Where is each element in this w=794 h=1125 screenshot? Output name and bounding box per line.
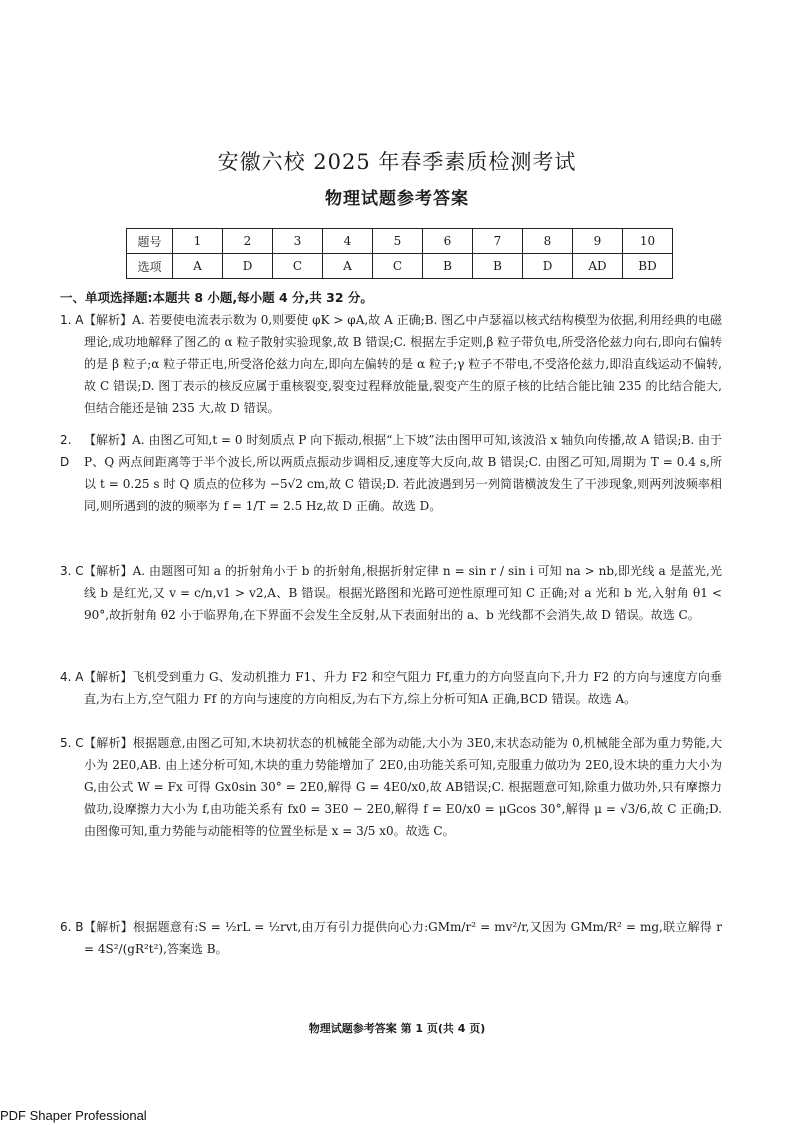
answer-cell: B bbox=[473, 254, 523, 279]
item-text: 【解析】A. 由图乙可知,t = 0 时刻质点 P 向下振动,根据“上下坡”法由图甲可知,该波沿 x 轴负向传播,故 A 错误;B. 由于 P、Q 两点间距离等于半个波长,所以两质点振动步调相反,速度等大反向,故 B 错误;C. 由图乙可知,周期为 T = 0.4 s,所以 t = 0.25 s 时 Q 质点的位移为 −5√2 cm,故 C 错误;D. 若此波遇到另一列简谐横波发生了干涉现象,则两列波频率相同,则所遇到的波的频率为 f = 1/T = 2.5 Hz,故 D 正确。故选 D。 bbox=[84, 433, 722, 513]
item-number: 6. B bbox=[60, 920, 84, 934]
item-text: 【解析】飞机受到重力 G、发动机推力 F1、升力 F2 和空气阻力 Ff,重力的方向竖直向下,升力 F2 的方向与速度方向垂直,为右上方,空气阻力 Ff 的方向与速度的方向相反,为右下方,综上分析可知A 正确,BCD 错误。故选 A。 bbox=[84, 670, 722, 706]
page-subtitle: 物理试题参考答案 bbox=[325, 189, 469, 209]
answer-table bbox=[126, 228, 673, 279]
question-number: 5 bbox=[373, 229, 423, 254]
answer-table-answer-row bbox=[127, 254, 673, 279]
question-number: 10 bbox=[623, 229, 673, 254]
watermark: PDF Shaper Professional bbox=[0, 1108, 147, 1123]
answer-cell: C bbox=[273, 254, 323, 279]
answer-cell: A bbox=[323, 254, 373, 279]
answer-cell: C bbox=[373, 254, 423, 279]
solution-item-5 bbox=[60, 732, 722, 842]
section-heading: 一、单项选择题:本题共 8 小题,每小题 4 分,共 32 分。 bbox=[60, 290, 373, 305]
question-number: 1 bbox=[173, 229, 223, 254]
question-number: 8 bbox=[523, 229, 573, 254]
solution-item-3 bbox=[60, 560, 722, 626]
item-text: 【解析】A. 由题图可知 a 的折射角小于 b 的折射角,根据折射定律 n = sin r / sin i 可知 na > nb,即光线 a 是蓝光,光线 b 是红光,又 v = c/n,v1 > v2,A、B 错误。根据光路图和光路可逆性原理可知 C 正确;对 a 光和 b 光,入射角 θ1 < 90°,故折射角 θ2 小于临界角,在下界面不会发生全反射,从下表面射出的 a、b 光线都不会消失,故 D 错误。故选 C。 bbox=[84, 564, 722, 622]
question-number: 9 bbox=[573, 229, 623, 254]
item-text: 【解析】A. 若要使电流表示数为 0,则要使 φK > φA,故 A 正确;B. 图乙中卢瑟福以核式结构模型为依据,利用经典的电磁理论,成功地解释了图乙的 α 粒子散射实验现象,故 B 错误;C. 根据左手定则,β 粒子带负电,所受洛伦兹力向右,即向右偏转的是 β 粒子;α 粒子带正电,所受洛伦兹力向左,即向左偏转的是 α 粒子;γ 粒子不带电,不受洛伦兹力,即沿直线运动不偏转,故 C 错误;D. 图丁表示的核反应属于重核裂变,裂变过程释放能量,裂变产生的原子核的比结合能比铀 235 的比结合能大,但结合能还是铀 235 大,故 D 错误。 bbox=[84, 313, 722, 415]
row-label-answer: 选项 bbox=[127, 254, 173, 279]
solution-item-1 bbox=[60, 309, 722, 419]
row-label-number: 题号 bbox=[127, 229, 173, 254]
item-number: 2. D bbox=[60, 433, 72, 469]
page-title: 安徽六校 2025 年春季素质检测考试 bbox=[217, 150, 577, 174]
item-text: 【解析】根据题意,由图乙可知,木块初状态的机械能全部为动能,大小为 3E0,末状态动能为 0,机械能全部为重力势能,大小为 2E0,AB. 由上述分析可知,木块的重力势能增加了 2E0,由功能关系可知,克服重力做功为 2E0,设木块的重力大小为 G,由公式 W = Fx 可得 Gx0sin 30° = 2E0,解得 G = 4E0/x0,故 AB错误;C. 根据题意可知,除重力做功外,只有摩擦力做功,设摩擦力大小为 f,由功能关系有 fx0 = 3E0 − 2E0,解得 f = E0/x0 = μGcos 30°,解得 μ = √3/6,故 C 正确;D. 由图像可知,重力势能与动能相等的位置坐标是 x = 3/5 x0。故选 C。 bbox=[84, 736, 722, 838]
solution-item-4 bbox=[60, 666, 722, 710]
item-number: 3. C bbox=[60, 564, 84, 578]
question-number: 2 bbox=[223, 229, 273, 254]
answer-cell: D bbox=[223, 254, 273, 279]
question-number: 3 bbox=[273, 229, 323, 254]
item-text: 【解析】根据题意有:S = ½rL = ½rvt,由万有引力提供向心力:GMm/r² = mv²/r,又因为 GMm/R² = mg,联立解得 r = 4S²/(gR²t²),答案选 B。 bbox=[84, 920, 722, 956]
solution-item-6 bbox=[60, 916, 722, 960]
question-number: 7 bbox=[473, 229, 523, 254]
page-footer: 物理试题参考答案 第 1 页(共 4 页) bbox=[308, 1022, 486, 1035]
question-number: 6 bbox=[423, 229, 473, 254]
answer-cell: A bbox=[173, 254, 223, 279]
item-number: 5. C bbox=[60, 736, 84, 750]
answer-table-number-row bbox=[127, 229, 673, 254]
question-number: 4 bbox=[323, 229, 373, 254]
answer-cell: B bbox=[423, 254, 473, 279]
answer-cell: AD bbox=[573, 254, 623, 279]
item-number: 4. A bbox=[60, 670, 84, 684]
answer-cell: BD bbox=[623, 254, 673, 279]
item-number: 1. A bbox=[60, 313, 84, 327]
solution-item-2 bbox=[60, 429, 722, 517]
answer-cell: D bbox=[523, 254, 573, 279]
